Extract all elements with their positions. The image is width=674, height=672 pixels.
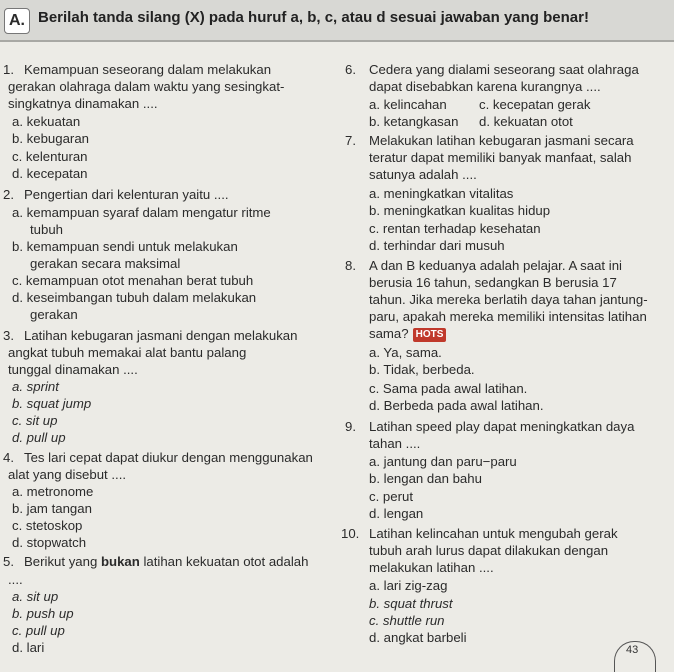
option-a[interactable]: a. kekuatan (12, 114, 81, 129)
option-a[interactable]: a. Ya, sama. (369, 345, 442, 360)
question-number: 7. (345, 133, 356, 148)
question-text: satunya adalah .... (369, 167, 477, 182)
section-letter: A. (4, 8, 30, 34)
option-a[interactable]: a. sprint (12, 379, 59, 394)
option-a[interactable]: a. lari zig-zag (369, 578, 448, 593)
option-b[interactable]: b. kebugaran (12, 131, 89, 146)
q5-text-bold: bukan (100, 554, 140, 569)
option-c[interactable]: c. Sama pada awal latihan. (369, 381, 528, 396)
question-text: angkat tubuh memakai alat bantu palang (8, 345, 247, 360)
option-a[interactable]: a. meningkatkan vitalitas (369, 186, 514, 201)
question-number: 9. (345, 419, 356, 434)
option-b-cont: gerakan secara maksimal (30, 256, 181, 271)
q5-text-pre: Berikut yang (24, 554, 101, 569)
option-c[interactable]: c. stetoskop (12, 518, 83, 533)
question-text: melakukan latihan .... (369, 560, 494, 575)
option-a-cont: tubuh (30, 222, 64, 237)
question-text: Pengertian dari kelenturan yaitu .... (24, 187, 229, 202)
option-d[interactable]: d. angkat barbeli (369, 630, 467, 645)
question-text: paru, apakah mereka memiliki intensitas latihan (369, 309, 647, 324)
option-b[interactable]: b. squat thrust (369, 596, 453, 611)
option-a[interactable]: a. metronome (12, 484, 94, 499)
question-text: Tes lari cepat dapat diukur dengan menggunakan (24, 450, 313, 465)
option-c[interactable]: c. shuttle run (369, 613, 445, 628)
q8-text-last: sama? (369, 326, 409, 341)
question-text: tubuh arah lurus dapat dilakukan dengan (369, 543, 609, 558)
option-a[interactable]: a. kelincahan (369, 97, 447, 112)
question-text: Latihan speed play dapat meningkatkan daya (369, 419, 635, 434)
question-text: tahan .... (369, 436, 421, 451)
option-d-cont: gerakan (30, 307, 78, 322)
option-d[interactable]: d. lari (12, 640, 45, 655)
option-b[interactable]: b. jam tangan (12, 501, 92, 516)
question-text (24, 554, 308, 570)
question-number: 2. (3, 187, 14, 202)
question-text: alat yang disebut .... (8, 467, 127, 482)
option-d[interactable]: d. terhindar dari musuh (369, 238, 505, 253)
question-text: dapat disebabkan karena kurangnya .... (369, 79, 601, 94)
question-text (369, 326, 446, 342)
question-text: Latihan kelincahan untuk mengubah gerak (369, 526, 618, 541)
option-c[interactable]: c. kelenturan (12, 149, 88, 164)
question-text: Kemampuan seseorang dalam melakukan (24, 62, 272, 77)
question-text: teratur dapat memiliki banyak manfaat, salah (369, 150, 632, 165)
section-header (0, 0, 674, 42)
question-number: 8. (345, 258, 356, 273)
question-number: 10. (341, 526, 360, 541)
option-d[interactable]: d. pull up (12, 430, 66, 445)
question-text: berusia 16 tahun, sedangkan B berusia 17 (369, 275, 617, 290)
option-a[interactable]: a. kemampuan syaraf dalam mengatur ritme (12, 205, 271, 220)
option-a[interactable]: a. sit up (12, 589, 59, 604)
option-c[interactable]: c. rentan terhadap kesehatan (369, 221, 541, 236)
hots-badge: HOTS (413, 328, 447, 342)
option-a[interactable]: a. jantung dan paru−paru (369, 454, 517, 469)
option-b[interactable]: b. kemampuan sendi untuk melakukan (12, 239, 238, 254)
question-text: Cedera yang dialami seseorang saat olahraga (369, 62, 639, 77)
option-b[interactable]: b. meningkatkan kualitas hidup (369, 203, 551, 218)
option-b[interactable]: b. squat jump (12, 396, 92, 411)
question-text: Melakukan latihan kebugaran jasmani secara (369, 133, 634, 148)
option-b[interactable]: b. push up (12, 606, 74, 621)
option-c[interactable]: c. kecepatan gerak (479, 97, 591, 112)
option-b[interactable]: b. ketangkasan (369, 114, 459, 129)
option-d[interactable]: d. kekuatan otot (479, 114, 573, 129)
option-b[interactable]: b. Tidak, berbeda. (369, 362, 475, 377)
option-c[interactable]: c. kemampuan otot menahan berat tubuh (12, 273, 254, 288)
option-d[interactable]: d. keseimbangan tubuh dalam melakukan (12, 290, 257, 305)
q5-text-post: latihan kekuatan otot adalah (139, 554, 309, 569)
option-c[interactable]: c. pull up (12, 623, 65, 638)
question-text-cont: .... (8, 572, 23, 587)
question-text: A dan B keduanya adalah pelajar. A saat ini (369, 258, 622, 273)
question-text: gerakan olahraga dalam waktu yang sesingkat- (8, 79, 285, 94)
question-number: 5. (3, 554, 14, 569)
question-number: 6. (345, 62, 356, 77)
option-c[interactable]: c. sit up (12, 413, 58, 428)
question-text: Latihan kebugaran jasmani dengan melakukan (24, 328, 298, 343)
question-text: tunggal dinamakan .... (8, 362, 138, 377)
question-number: 1. (3, 62, 14, 77)
question-text: singkatnya dinamakan .... (8, 96, 158, 111)
option-c[interactable]: c. perut (369, 489, 413, 504)
question-number: 4. (3, 450, 14, 465)
option-d[interactable]: d. lengan (369, 506, 424, 521)
option-d[interactable]: d. kecepatan (12, 166, 88, 181)
question-number: 3. (3, 328, 14, 343)
page-number: 43 (626, 644, 639, 656)
section-instruction: Berilah tanda silang (X) pada huruf a, b, c, atau d sesuai jawaban yang benar! (38, 9, 589, 26)
option-b[interactable]: b. lengan dan bahu (369, 471, 482, 486)
option-d[interactable]: d. stopwatch (12, 535, 87, 550)
option-d[interactable]: d. Berbeda pada awal latihan. (369, 398, 544, 413)
question-text: tahun. Jika mereka berlatih daya tahan jantung- (369, 292, 648, 307)
